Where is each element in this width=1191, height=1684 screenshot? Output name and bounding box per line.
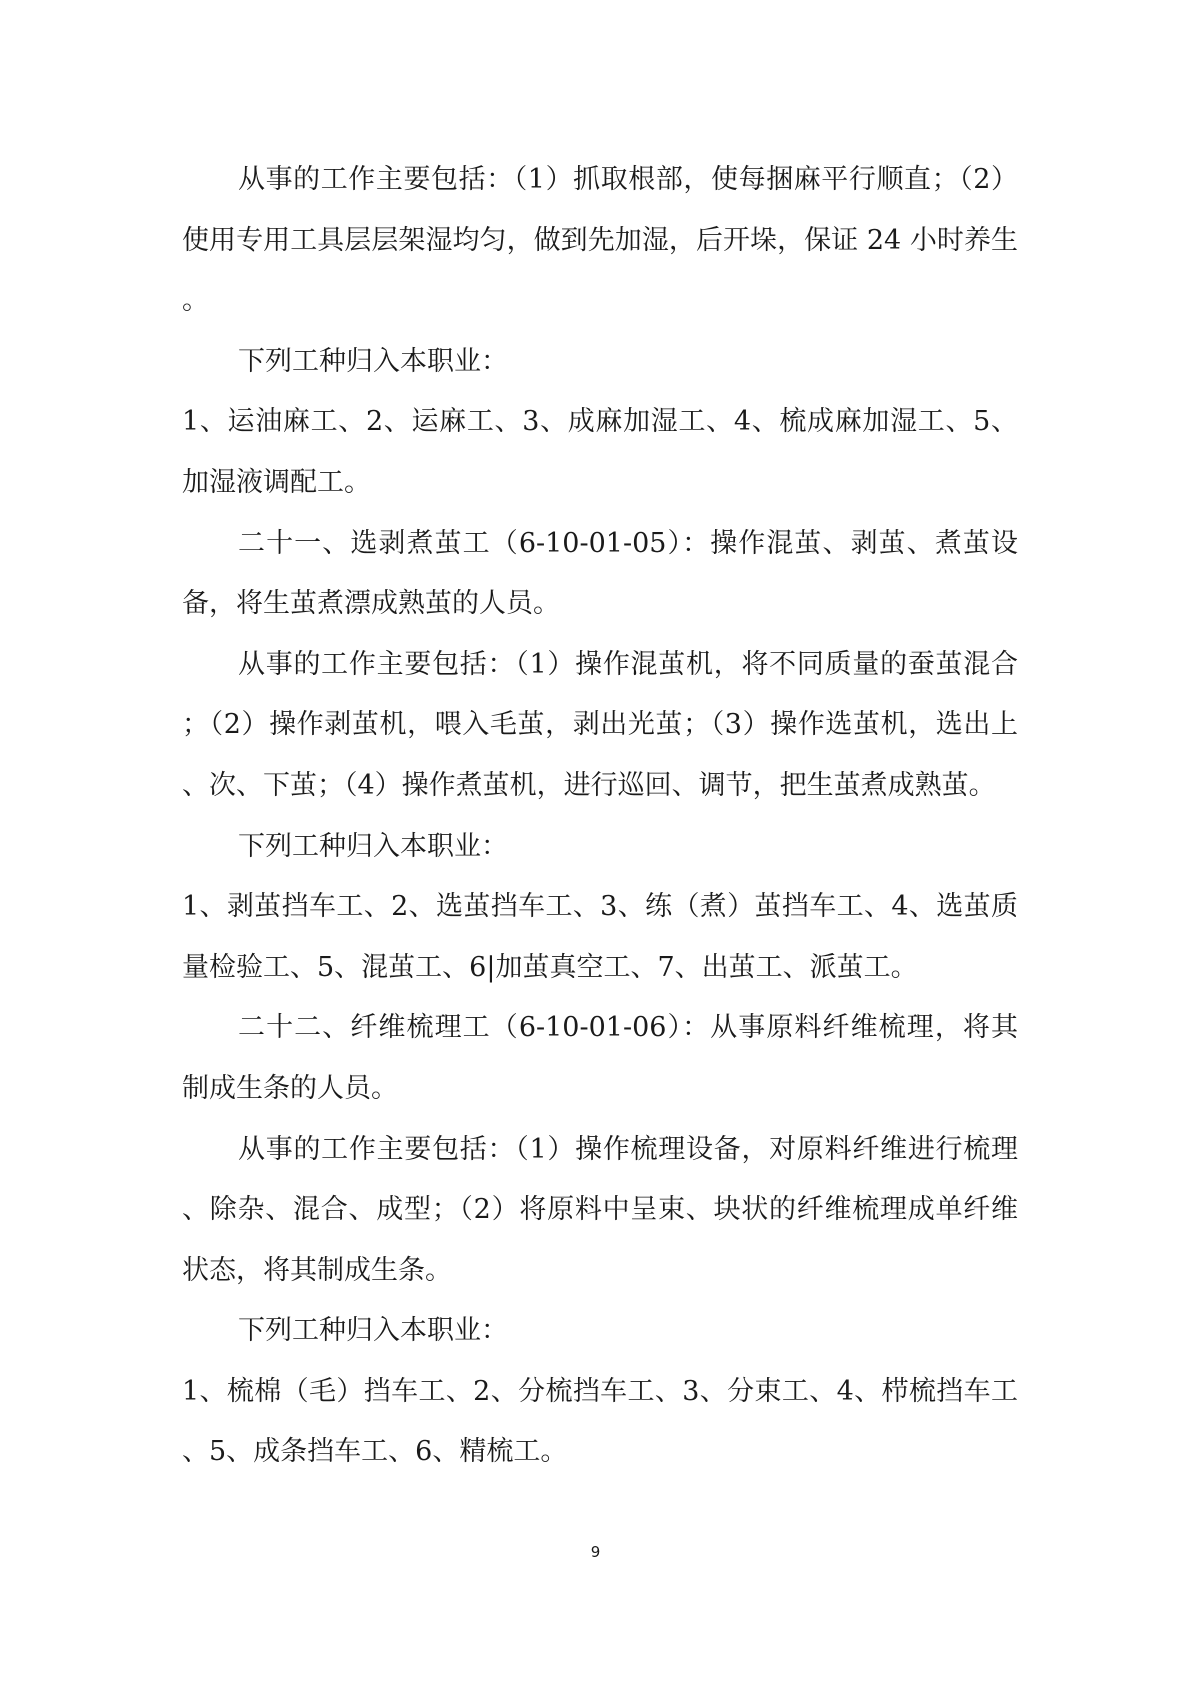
paragraph-work-content-1: 从事的工作主要包括：（1）抓取根部，使每捆麻平行顺直；（2）使用专用工具层层架湿均匀，做到先加湿，后开垛，保证 24 小时养生。 [182, 164, 1018, 317]
paragraph-job-types-list-1: 1、运油麻工、2、运麻工、3、成麻加湿工、4、梳成麻加湿工、5、加湿液调配工。 [182, 406, 1018, 498]
body-text [182, 150, 1018, 1483]
paragraph-job-types-list-2: 1、剥茧挡车工、2、选茧挡车工、3、练（煮）茧挡车工、4、选茧质量检验工、5、混茧工、6|加茧真空工、7、出茧工、派茧工。 [182, 891, 1018, 983]
paragraph-work-content-3: 从事的工作主要包括：（1）操作梳理设备，对原料纤维进行梳理、除杂、混合、成型；（2）将原料中呈束、块状的纤维梳理成单纤维状态，将其制成生条。 [182, 1133, 1018, 1286]
paragraph-section-21-title: 二十一、选剥煮茧工（6-10-01-05）：操作混茧、剥茧、煮茧设备，将生茧煮漂成熟茧的人员。 [182, 527, 1018, 620]
paragraph-job-types-heading-2: 下列工种归入本职业： [238, 830, 508, 862]
page-number: 9 [590, 1543, 601, 1561]
paragraph-job-types-heading-3: 下列工种归入本职业： [238, 1315, 508, 1347]
paragraph-section-22-title: 二十二、纤维梳理工（6-10-01-06）：从事原料纤维梳理，将其制成生条的人员。 [182, 1012, 1018, 1104]
paragraph-work-content-2: 从事的工作主要包括：（1）操作混茧机，将不同质量的蚕茧混合；（2）操作剥茧机，喂入毛茧，剥出光茧；（3）操作选茧机，选出上、次、下茧；（4）操作煮茧机，进行巡回、调节，把生茧煮成熟茧。 [182, 648, 1018, 801]
paragraph-job-types-list-3: 1、梳棉（毛）挡车工、2、分梳挡车工、3、分束工、4、栉梳挡车工、5、成条挡车工、6、精梳工。 [182, 1375, 1018, 1468]
paragraph-job-types-heading-1: 下列工种归入本职业： [238, 345, 508, 377]
